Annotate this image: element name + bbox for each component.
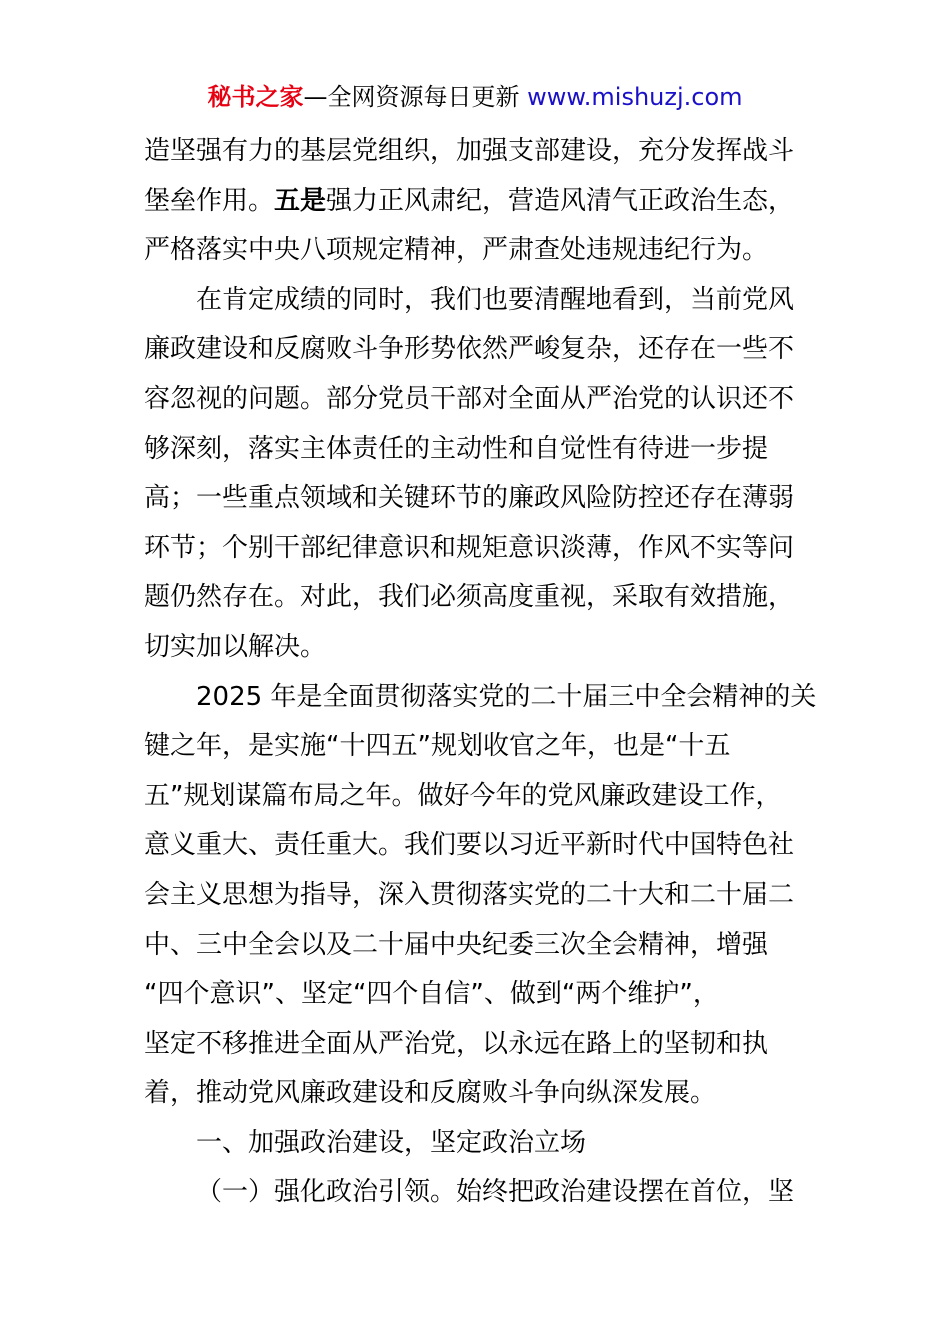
site-header bbox=[0, 80, 950, 114]
text-segment: 堡垒作用。 bbox=[144, 185, 275, 216]
site-tagline: —全网资源每日更新 bbox=[303, 83, 528, 111]
text-line: 严格落实中央八项规定精神，严肃查处违规违纪行为。 bbox=[144, 235, 769, 266]
text-line: 容忽视的问题。部分党员干部对全面从严治党的认识还不 bbox=[144, 383, 795, 414]
text-line: 高；一些重点领域和关键环节的廉政风险防控还存在薄弱 bbox=[144, 483, 795, 514]
text-line: 坚定不移推进全面从严治党，以永远在路上的坚韧和执 bbox=[144, 1028, 769, 1059]
text-line: “四个意识”、坚定“四个自信”、做到“两个维护”， bbox=[144, 979, 719, 1010]
document-body bbox=[144, 127, 817, 1218]
site-brand: 秘书之家 bbox=[207, 83, 304, 111]
text-line: 切实加以解决。 bbox=[144, 631, 327, 662]
text-line: 着，推动党风廉政建设和反腐败斗争向纵深发展。 bbox=[144, 1078, 717, 1109]
text-line: 环节；个别干部纪律意识和规矩意识淡薄，作风不实等问 bbox=[144, 532, 795, 563]
paragraph-first-line: 在肯定成绩的同时，我们也要清醒地看到，当前党风 bbox=[196, 284, 795, 315]
text-line: 意义重大、责任重大。我们要以习近平新时代中国特色社 bbox=[144, 830, 795, 861]
section-heading: 一、加强政治建设，坚定政治立场 bbox=[196, 1127, 587, 1158]
paragraph-first-line: 2025 年是全面贯彻落实党的二十届三中全会精神的关 bbox=[196, 681, 817, 712]
paragraph-first-line: （一）强化政治引领。始终把政治建设摆在首位，坚 bbox=[196, 1177, 795, 1208]
text-line: 键之年，是实施“十四五”规划收官之年，也是“十五 bbox=[144, 731, 731, 762]
site-url-link[interactable]: www.mishuzj.com bbox=[527, 83, 743, 111]
text-line: 题仍然存在。对此，我们必须高度重视，采取有效措施， bbox=[144, 582, 795, 613]
text-line: 会主义思想为指导，深入贯彻落实党的二十大和二十届二 bbox=[144, 879, 795, 910]
text-line: 五”规划谋篇布局之年。做好今年的党风廉政建设工作， bbox=[144, 780, 782, 811]
text-line bbox=[144, 177, 814, 227]
text-line: 廉政建设和反腐败斗争形势依然严峻复杂，还存在一些不 bbox=[144, 334, 795, 365]
bold-enumerator: 五是 bbox=[274, 185, 327, 216]
text-segment: 强力正风肃纪，营造风清气正政治生态， bbox=[326, 185, 795, 216]
text-line: 中、三中全会以及二十届中央纪委三次全会精神，增强 bbox=[144, 929, 769, 960]
text-line: 造坚强有力的基层党组织，加强支部建设，充分发挥战斗 bbox=[144, 136, 795, 166]
text-line: 够深刻，落实主体责任的主动性和自觉性有待进一步提 bbox=[144, 433, 769, 464]
